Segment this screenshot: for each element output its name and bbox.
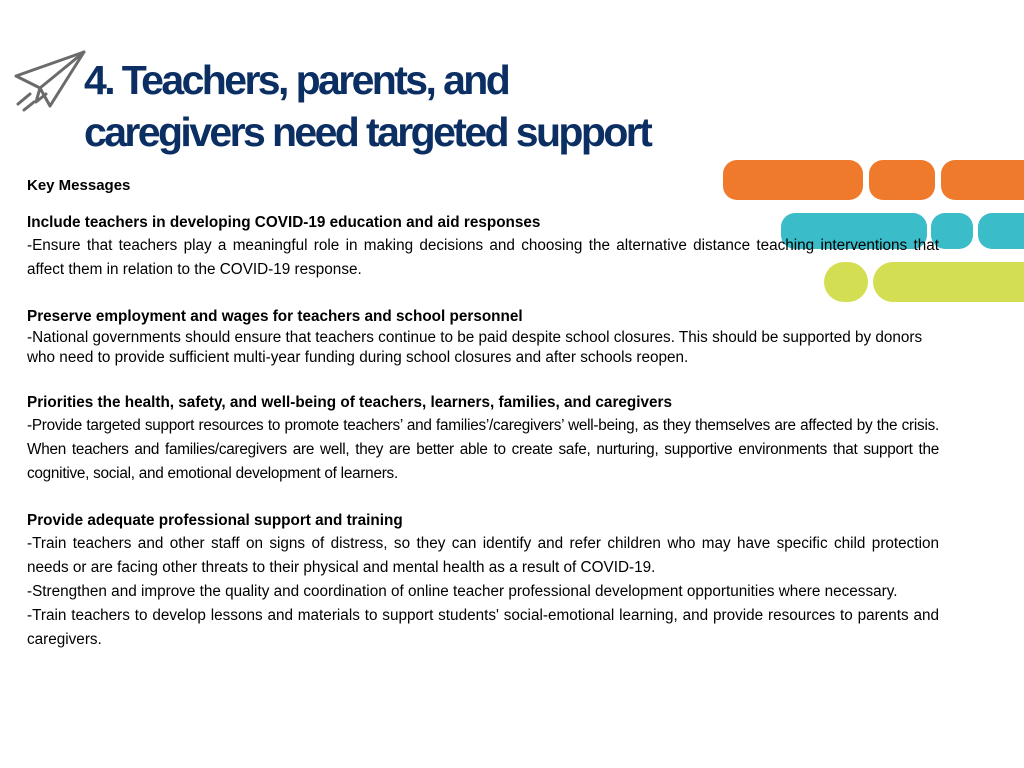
title-line-2: caregivers need targeted support [84, 109, 651, 155]
section-paragraph: -Train teachers to develop lessons and materials to support students' social-emotional learning, and provide resources to parents and caregivers. [27, 607, 939, 648]
section-paragraph: -National governments should ensure that teachers continue to be paid despite school closures. This should be supported by donors who need to provide sufficient multi-year funding during school closures and after schools reopen. [27, 329, 923, 366]
section-heading: Priorities the health, safety, and well-being of teachers, learners, families, and caregivers [27, 394, 672, 411]
section-paragraph: -Strengthen and improve the quality and coordination of online teacher professional development opportunities where necessary. [27, 583, 898, 600]
section-paragraph: -Provide targeted support resources to promote teachers’ and families’/caregivers’ well-being, as they themselves are affected by the crisis. When teachers and families/caregivers are well, they are better able to create safe, nurturing, supportive environments that support the cognitive, social, and emotional development of learners. [27, 417, 939, 482]
section-preserve-employment [27, 306, 939, 368]
section-paragraph: -Ensure that teachers play a meaningful role in making decisions and choosing the alternative distance teaching interventions that affect them in relation to the COVID-19 response. [27, 237, 939, 278]
page-title [84, 54, 650, 158]
decor-pill [941, 160, 1024, 200]
section-professional-support [27, 510, 939, 652]
key-messages-label: Key Messages [27, 177, 131, 194]
title-line-1: 4. Teachers, parents, and [84, 57, 509, 103]
section-include-teachers [27, 212, 939, 282]
section-heading: Include teachers in developing COVID-19 education and aid responses [27, 214, 541, 231]
content [27, 174, 939, 652]
section-paragraph: -Train teachers and other staff on signs of distress, so they can identify and refer children who may have specific child protection needs or are facing other threats to their physical and mental health as a result of COVID-19. [27, 535, 939, 576]
section-heading: Preserve employment and wages for teachers and school personnel [27, 308, 523, 325]
section-priorities-health [27, 392, 939, 486]
decor-pill [978, 213, 1024, 249]
paper-plane-icon [12, 48, 88, 114]
section-heading: Provide adequate professional support and training [27, 512, 403, 529]
